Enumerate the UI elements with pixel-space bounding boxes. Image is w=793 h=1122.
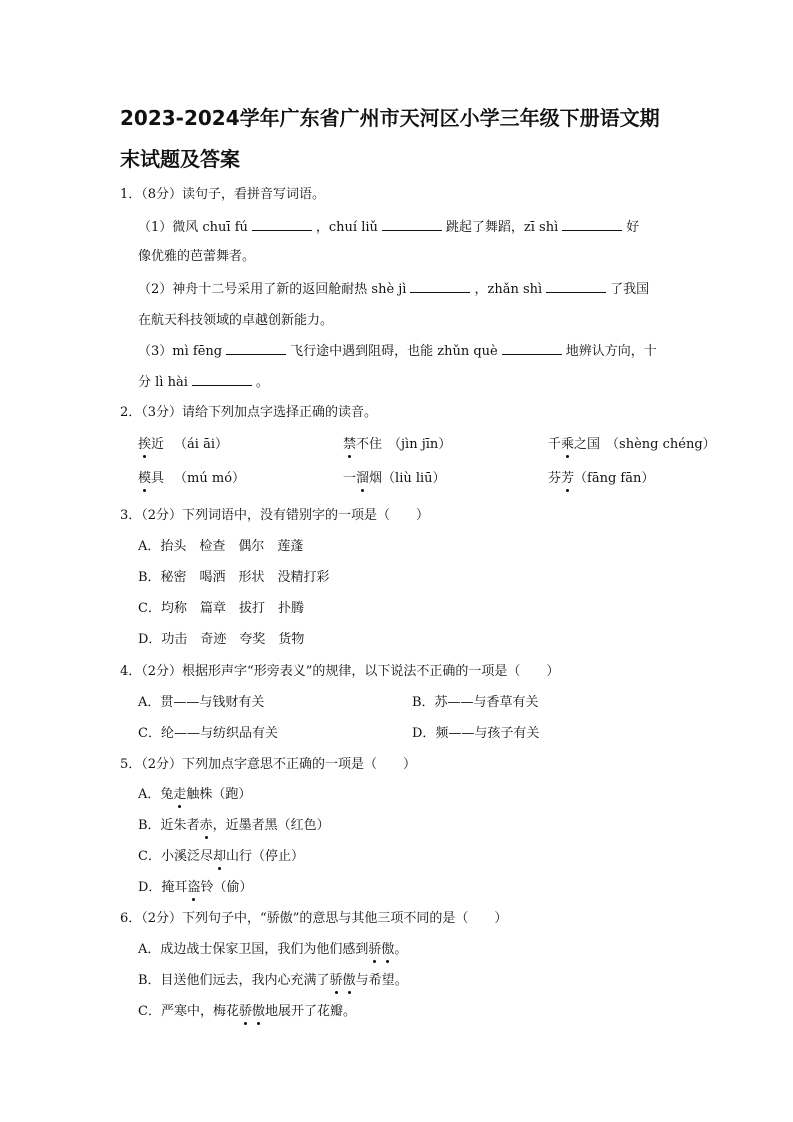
- answer-blank: [252, 218, 312, 231]
- q2-item-2: 禁不住 （jìn jīn）: [343, 437, 452, 452]
- q1-part1-text-d: 好: [626, 220, 640, 235]
- dotted-char: 傲: [251, 1004, 265, 1019]
- q2-item-6: 芬芳（fāng fān）: [548, 471, 655, 486]
- dotted-char: 模: [138, 471, 152, 486]
- answer-blank: [192, 373, 252, 386]
- q2-item-1: 挨近 （ái āi）: [138, 437, 228, 452]
- q1-part1-text-b: ，chuí liǔ: [315, 220, 378, 235]
- q1-part2-text-c: 了我国: [610, 282, 650, 297]
- q5-option-c: C．小溪泛尽却山行（停止）: [138, 849, 304, 864]
- q3-option-c: C．均称 篇章 拔打 扑腾: [138, 601, 304, 616]
- dotted-char: 盗: [187, 880, 201, 895]
- dotted-char: 却: [212, 849, 226, 864]
- q1-part2-line2: 在航天科技领域的卓越创新能力。: [138, 313, 334, 328]
- answer-blank: [382, 218, 442, 231]
- q6-stem: 6．（2分）下列句子中，“骄傲”的意思与其他三项不同的是（ ）: [120, 911, 508, 926]
- document-title-line-1: 2023-2024学年广东省广州市天河区小学三年级下册语文期: [120, 106, 660, 130]
- q5-option-d: D．掩耳盗铃（偷）: [138, 880, 253, 895]
- dotted-char: 溜: [356, 471, 370, 486]
- q1-part2-line1: [138, 280, 649, 299]
- answer-blank: [410, 280, 470, 293]
- q1-part1-line2: 像优雅的芭蕾舞者。: [138, 249, 256, 264]
- dotted-char: 骄: [329, 973, 343, 988]
- q5-option-b: B．近朱者赤，近墨者黑（红色）: [138, 818, 330, 833]
- answer-blank: [546, 280, 606, 293]
- q3-option-b: B．秘密 喝洒 形状 没精打彩: [138, 570, 330, 585]
- q2-item-5: 一溜烟（liù liū）: [343, 471, 446, 486]
- q6-option-b: B．目送他们远去，我内心充满了骄傲与希望。: [138, 973, 408, 988]
- q6-option-a: A．成边战士保家卫国，我们为他们感到骄傲。: [138, 942, 408, 957]
- dotted-char: 禁: [343, 437, 357, 452]
- q2-item-3: 千乘之国 （shèng chéng）: [548, 437, 716, 452]
- q4-option-a: A．贯——与钱财有关: [138, 695, 265, 710]
- dotted-char: 赤: [199, 818, 213, 833]
- document-title-line-2: 末试题及答案: [120, 147, 240, 171]
- q3-option-d: D．功击 奇迹 夸奖 货物: [138, 632, 305, 647]
- q1-part2-text-b: ，zhǎn shì: [474, 282, 543, 297]
- q1-part3-text-d: 分 lì hài: [138, 375, 188, 390]
- q3-option-a: A．抬头 检查 偶尔 莲蓬: [138, 539, 304, 554]
- q1-part3-line2: [138, 373, 269, 392]
- q1-part1-text-c: 跳起了舞蹈，zī shì: [445, 220, 559, 235]
- dotted-char: 乘: [561, 437, 575, 452]
- q1-part3-line1: [138, 342, 657, 361]
- q4-stem: 4．（2分）根据形声字“形旁表义”的规律，以下说法不正确的一项是（ ）: [120, 664, 560, 679]
- q1-part2-text-a: （2）神舟十二号采用了新的返回舱耐热 shè jì: [138, 282, 407, 297]
- dotted-char: 芳: [561, 471, 575, 486]
- q5-stem: 5．（2分）下列加点字意思不正确的一项是（ ）: [120, 757, 417, 772]
- q4-option-c: C．纶——与纺织品有关: [138, 726, 278, 741]
- q1-part3-text-e: 。: [255, 375, 269, 390]
- q1-part1-text-a: （1）微风 chuī fú: [138, 220, 248, 235]
- q1-part3-text-c: 地辨认方向，十: [565, 344, 657, 359]
- dotted-char: 挨: [138, 437, 152, 452]
- q5-option-a: A．兔走触株（跑）: [138, 787, 252, 802]
- answer-blank: [562, 218, 622, 231]
- q1-stem: 1．（8分）读句子，看拼音写词语。: [120, 187, 326, 202]
- dotted-char: 骄: [238, 1004, 252, 1019]
- dotted-char: 走: [173, 787, 187, 802]
- q1-part3-text-b: 飞行途中遇到阻碍，也能 zhǔn què: [290, 344, 498, 359]
- q1-part1-line1: [138, 218, 639, 237]
- q2-stem: 2．（3分）请给下列加点字选择正确的读音。: [120, 405, 378, 420]
- answer-blank: [226, 342, 286, 355]
- q3-stem: 3．（2分）下列词语中，没有错别字的一项是（ ）: [120, 508, 430, 523]
- dotted-char: 傲: [342, 973, 356, 988]
- q4-option-b: B．苏——与香草有关: [412, 695, 539, 710]
- dotted-char: 傲: [381, 942, 395, 957]
- q2-item-4: 模具 （mú mó）: [138, 471, 246, 486]
- q6-option-c: C．严寒中，梅花骄傲地展开了花瓣。: [138, 1004, 356, 1019]
- dotted-char: 骄: [368, 942, 382, 957]
- q1-part3-text-a: （3）mì fēng: [138, 344, 223, 359]
- q4-option-d: D．频——与孩子有关: [412, 726, 540, 741]
- answer-blank: [502, 342, 562, 355]
